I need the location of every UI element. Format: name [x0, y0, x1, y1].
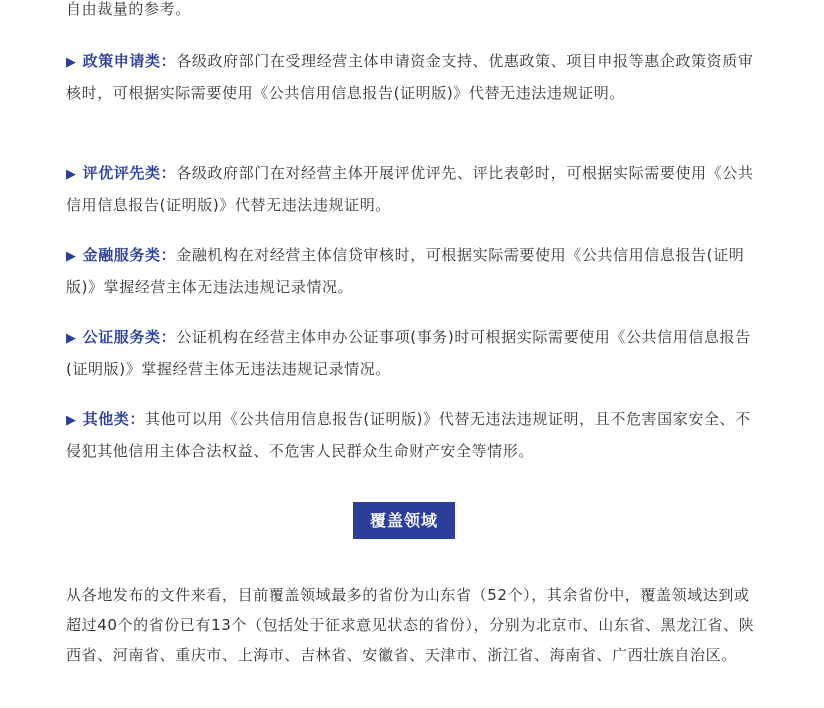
- item-other: [66, 404, 756, 466]
- item-term: 政策申请类: [82, 52, 161, 70]
- intro-tail-text: [66, 0, 756, 24]
- item-term: 其他类: [82, 410, 130, 428]
- coverage-paragraph: 从各地发布的文件来看，目前覆盖领域最多的省份为山东省（52个），其余省份中，覆盖领域达到或超过40个的省份已有13个（包括处于征求意见状态的省份），分别为北京市、山东省、黑龙江省、陕西省、河南省、重庆市、上海市、吉林省、安徽省、天津市、浙江省、海南省、广西壮族自治区。: [66, 586, 755, 664]
- item-colon: ：: [160, 164, 177, 182]
- triangle-bullet-icon: ▶: [66, 413, 77, 428]
- item-award-evaluation: [66, 158, 756, 220]
- triangle-bullet-icon: ▶: [66, 55, 77, 70]
- item-text: 公证机构在经营主体申办公证事项(事务)时可根据实际需要使用《公共信用信息报告(证明版)》掌握经营主体无违法违规记录情况。: [66, 328, 751, 378]
- item-term: 金融服务类: [82, 246, 161, 264]
- item-text: 其他可以用《公共信用信息报告(证明版)》代替无违法违规证明，且不危害国家安全、不侵犯其他信用主体合法权益、不危害人民群众生命财产安全等情形。: [66, 410, 751, 460]
- item-colon: ：: [129, 410, 146, 428]
- triangle-bullet-icon: ▶: [66, 167, 77, 182]
- item-term: 评优评先类: [82, 164, 161, 182]
- item-term: 公证服务类: [82, 328, 161, 346]
- item-colon: ：: [160, 52, 177, 70]
- item-colon: ：: [160, 328, 177, 346]
- item-notary-service: [66, 322, 756, 384]
- item-text: 各级政府部门在对经营主体开展评优评先、评比表彰时，可根据实际需要使用《公共信用信息报告(证明版)》代替无违法违规证明。: [66, 164, 754, 214]
- item-financial-service: [66, 240, 756, 302]
- item-text: 金融机构在对经营主体信贷审核时，可根据实际需要使用《公共信用信息报告(证明版)》掌握经营主体无违法违规记录情况。: [66, 246, 745, 296]
- item-colon: ：: [160, 246, 177, 264]
- section-title-coverage: 覆盖领域: [353, 502, 455, 539]
- intro-tail: 自由裁量的参考。: [66, 0, 191, 18]
- item-policy-application: [66, 46, 756, 108]
- triangle-bullet-icon: ▶: [66, 249, 77, 264]
- item-text: 各级政府部门在受理经营主体申请资金支持、优惠政策、项目申报等惠企政策资质审核时，可根据实际需要使用《公共信用信息报告(证明版)》代替无违法违规证明。: [66, 52, 754, 102]
- triangle-bullet-icon: ▶: [66, 331, 77, 346]
